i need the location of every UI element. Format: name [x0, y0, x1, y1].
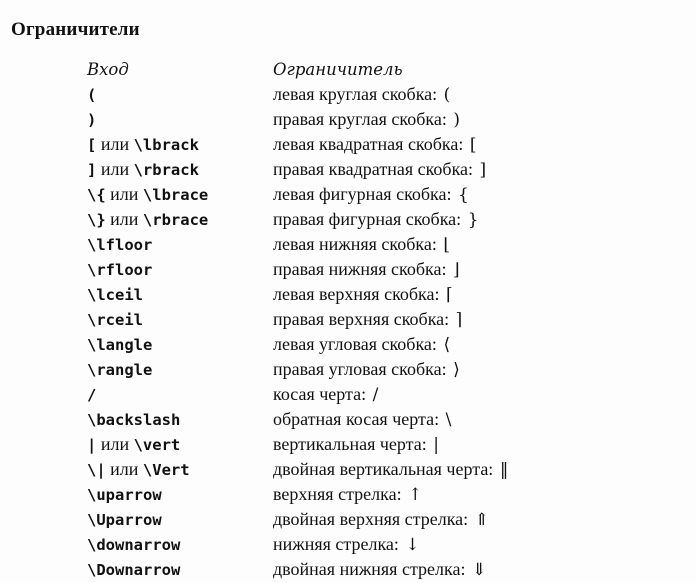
command-code: \lbrace — [142, 186, 209, 204]
delimiter-description — [273, 107, 460, 133]
delimiter-description — [273, 482, 422, 508]
delimiter-description — [273, 157, 486, 183]
description-text: обратная косая черта: — [273, 409, 440, 429]
input-command — [87, 232, 152, 258]
delimiter-description — [273, 557, 486, 583]
table-header — [0, 57, 696, 82]
delimiter-description — [273, 457, 508, 483]
header-delimiter: Ограничитель — [273, 60, 403, 79]
delimiter-symbol: ⌉ — [455, 310, 463, 330]
connector-text: или — [105, 459, 143, 479]
description-text: косая черта: — [273, 384, 367, 404]
table-row — [0, 82, 696, 107]
input-command — [87, 207, 208, 233]
delimiter-symbol: \ — [445, 410, 452, 430]
input-command — [87, 457, 190, 483]
description-text: двойная верхняя стрелка: — [273, 509, 469, 529]
table-row — [0, 357, 696, 382]
table-row — [0, 507, 696, 532]
table-row — [0, 132, 696, 157]
command-code: \} — [87, 211, 106, 229]
delimiter-description — [273, 432, 439, 458]
table-row — [0, 382, 696, 407]
description-text: левая круглая скобка: — [273, 84, 438, 104]
description-text: правая круглая скобка: — [273, 109, 447, 129]
delimiter-symbol: / — [372, 385, 379, 405]
description-text: двойная вертикальная черта: — [273, 459, 494, 479]
input-command — [87, 332, 152, 358]
delimiter-description — [273, 132, 477, 158]
table-row — [0, 182, 696, 207]
delimiter-symbol: ⟨ — [443, 335, 451, 355]
command-code: \rangle — [87, 361, 153, 379]
delimiter-description — [273, 257, 460, 283]
description-text: нижняя стрелка: — [273, 534, 399, 554]
command-code: \backslash — [87, 411, 181, 429]
description-text: левая верхняя скобка: — [273, 284, 440, 304]
delimiter-description — [273, 207, 479, 233]
delimiter-symbol: ⌋ — [453, 260, 460, 280]
input-command — [87, 107, 96, 133]
delimiter-description — [273, 507, 489, 533]
delimiter-symbol: ↑ — [408, 485, 423, 505]
input-command — [87, 432, 180, 458]
command-code: \rbrace — [142, 211, 209, 229]
table-row — [0, 407, 696, 432]
input-command — [87, 357, 152, 383]
connector-text: или — [105, 209, 143, 229]
command-code: \| — [87, 461, 106, 479]
command-code: ] — [87, 161, 97, 179]
description-text: правая фигурная скобка: — [273, 209, 462, 229]
command-code: ( — [87, 86, 97, 104]
connector-text: или — [96, 134, 134, 154]
connector-text: или — [96, 159, 134, 179]
description-text: левая квадратная скобка: — [273, 134, 464, 154]
input-command — [87, 557, 180, 583]
delimiter-symbol: { — [458, 185, 469, 205]
delimiter-symbol: ⇓ — [471, 560, 487, 580]
table-row — [0, 257, 696, 282]
command-code: \lfloor — [87, 236, 153, 254]
command-code: \Vert — [142, 461, 190, 479]
delimiter-table — [0, 57, 696, 582]
input-command — [87, 132, 199, 158]
delimiter-description — [273, 232, 450, 258]
table-row — [0, 532, 696, 557]
delimiter-symbol: ⟩ — [453, 360, 460, 380]
description-text: правая верхняя скобка: — [273, 309, 450, 329]
delimiter-symbol: ↓ — [405, 535, 420, 555]
delimiter-description — [273, 282, 453, 308]
delimiter-symbol: [ — [469, 135, 477, 155]
input-command — [87, 382, 96, 408]
command-code: \rceil — [87, 311, 143, 329]
description-text: правая угловая скобка: — [273, 359, 447, 379]
description-text: левая угловая скобка: — [273, 334, 437, 354]
input-command — [87, 282, 143, 308]
delimiter-symbol: ] — [479, 160, 487, 180]
command-code: \Uparrow — [87, 511, 162, 529]
command-code: / — [87, 386, 97, 404]
section-title: Ограничители — [11, 19, 140, 40]
delimiter-symbol: ⇑ — [474, 510, 489, 530]
delimiter-symbol: ⌈ — [446, 285, 453, 305]
command-code: ) — [87, 111, 97, 129]
connector-text: или — [105, 184, 143, 204]
table-row — [0, 307, 696, 332]
table-row — [0, 207, 696, 232]
description-text: левая фигурная скобка: — [273, 184, 452, 204]
input-command — [87, 157, 199, 183]
table-row — [0, 232, 696, 257]
description-text: верхняя стрелка: — [273, 484, 402, 504]
command-code: [ — [87, 136, 97, 154]
table-row — [0, 157, 696, 182]
command-code: | — [87, 436, 97, 454]
input-command — [87, 257, 152, 283]
table-row — [0, 282, 696, 307]
delimiter-symbol: ⌊ — [443, 235, 450, 255]
input-command — [87, 482, 162, 508]
input-command — [87, 307, 143, 333]
description-text: левая нижняя скобка: — [273, 234, 437, 254]
input-command — [87, 532, 180, 558]
delimiter-description — [273, 307, 462, 333]
description-text: вертикальная черта: — [273, 434, 427, 454]
table-row — [0, 482, 696, 507]
command-code: \Downarrow — [87, 561, 181, 579]
command-code: \lceil — [87, 286, 143, 304]
command-code: \langle — [87, 336, 153, 354]
delimiter-description — [273, 382, 378, 408]
input-command — [87, 182, 208, 208]
delimiter-description — [273, 332, 450, 358]
connector-text: или — [96, 434, 134, 454]
command-code: \vert — [133, 436, 181, 454]
command-code: \downarrow — [87, 536, 181, 554]
description-text: правая квадратная скобка: — [273, 159, 474, 179]
delimiter-description — [273, 407, 451, 433]
delimiter-symbol: | — [433, 435, 439, 455]
command-code: \rbrack — [133, 161, 199, 179]
command-code: \rfloor — [87, 261, 153, 279]
table-row — [0, 432, 696, 457]
description-text: двойная нижняя стрелка: — [273, 559, 466, 579]
delimiter-symbol: ( — [443, 85, 451, 105]
delimiter-symbol: ‖ — [499, 460, 509, 480]
table-row — [0, 107, 696, 132]
delimiter-symbol: } — [467, 210, 479, 230]
command-code: \uparrow — [87, 486, 162, 504]
command-code: \lbrack — [133, 136, 199, 154]
delimiter-description — [273, 532, 420, 558]
header-input: Вход — [87, 60, 129, 79]
delimiter-symbol: ) — [453, 110, 460, 130]
command-code: \{ — [87, 186, 106, 204]
delimiter-description — [273, 357, 460, 383]
table-row — [0, 332, 696, 357]
input-command — [87, 407, 180, 433]
input-command — [87, 507, 162, 533]
delimiter-description — [273, 182, 469, 208]
input-command — [87, 82, 96, 108]
description-text: правая нижняя скобка: — [273, 259, 447, 279]
table-row — [0, 457, 696, 482]
delimiter-description — [273, 82, 450, 108]
